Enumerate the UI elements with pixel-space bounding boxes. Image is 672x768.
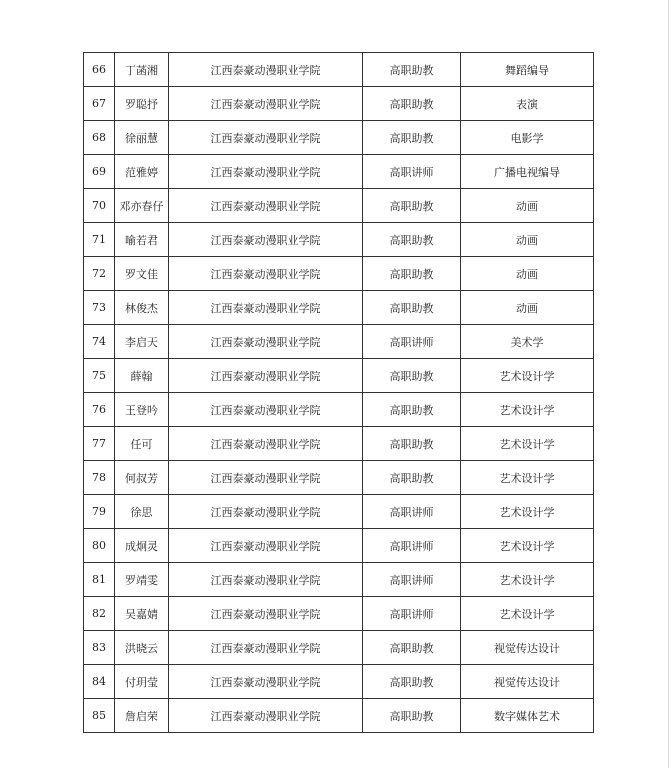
row-number-cell: 76 <box>84 393 115 427</box>
row-number-cell: 84 <box>84 665 115 699</box>
table-row <box>84 223 594 257</box>
table-row <box>84 563 594 597</box>
job-title-cell: 高职讲师 <box>363 597 461 631</box>
table-row <box>84 87 594 121</box>
table-row <box>84 121 594 155</box>
institution-cell: 江西泰豪动漫职业学院 <box>169 257 363 291</box>
job-title-cell: 高职助教 <box>363 699 461 733</box>
person-name-cell: 付玥莹 <box>115 665 169 699</box>
person-name-cell: 徐思 <box>115 495 169 529</box>
job-title-cell: 高职助教 <box>363 631 461 665</box>
institution-cell: 江西泰豪动漫职业学院 <box>169 529 363 563</box>
institution-cell: 江西泰豪动漫职业学院 <box>169 87 363 121</box>
major-cell: 美术学 <box>461 325 594 359</box>
person-name-cell: 成炯灵 <box>115 529 169 563</box>
table-row <box>84 257 594 291</box>
person-name-cell: 何叔芳 <box>115 461 169 495</box>
major-cell: 动画 <box>461 291 594 325</box>
major-cell: 表演 <box>461 87 594 121</box>
institution-cell: 江西泰豪动漫职业学院 <box>169 597 363 631</box>
person-name-cell: 范雅婷 <box>115 155 169 189</box>
person-name-cell: 邓亦春仔 <box>115 189 169 223</box>
row-number-cell: 68 <box>84 121 115 155</box>
row-number-cell: 71 <box>84 223 115 257</box>
major-cell: 广播电视编导 <box>461 155 594 189</box>
person-name-cell: 詹启荣 <box>115 699 169 733</box>
job-title-cell: 高职助教 <box>363 291 461 325</box>
institution-cell: 江西泰豪动漫职业学院 <box>169 359 363 393</box>
job-title-cell: 高职助教 <box>363 393 461 427</box>
institution-cell: 江西泰豪动漫职业学院 <box>169 393 363 427</box>
job-title-cell: 高职助教 <box>363 87 461 121</box>
table-row <box>84 597 594 631</box>
row-number-cell: 78 <box>84 461 115 495</box>
row-number-cell: 80 <box>84 529 115 563</box>
table-row <box>84 325 594 359</box>
institution-cell: 江西泰豪动漫职业学院 <box>169 291 363 325</box>
person-name-cell: 洪晓云 <box>115 631 169 665</box>
row-number-cell: 75 <box>84 359 115 393</box>
major-cell: 艺术设计学 <box>461 461 594 495</box>
table-row <box>84 631 594 665</box>
institution-cell: 江西泰豪动漫职业学院 <box>169 563 363 597</box>
person-name-cell: 薛翰 <box>115 359 169 393</box>
job-title-cell: 高职助教 <box>363 223 461 257</box>
row-number-cell: 83 <box>84 631 115 665</box>
row-number-cell: 69 <box>84 155 115 189</box>
major-cell: 舞蹈编导 <box>461 53 594 87</box>
table-row <box>84 359 594 393</box>
person-name-cell: 徐丽慧 <box>115 121 169 155</box>
major-cell: 视觉传达设计 <box>461 631 594 665</box>
major-cell: 艺术设计学 <box>461 359 594 393</box>
major-cell: 艺术设计学 <box>461 597 594 631</box>
person-name-cell: 罗聪抒 <box>115 87 169 121</box>
major-cell: 艺术设计学 <box>461 495 594 529</box>
institution-cell: 江西泰豪动漫职业学院 <box>169 665 363 699</box>
row-number-cell: 85 <box>84 699 115 733</box>
row-number-cell: 66 <box>84 53 115 87</box>
row-number-cell: 74 <box>84 325 115 359</box>
job-title-cell: 高职讲师 <box>363 155 461 189</box>
person-name-cell: 罗靖雯 <box>115 563 169 597</box>
institution-cell: 江西泰豪动漫职业学院 <box>169 427 363 461</box>
person-name-cell: 林俊杰 <box>115 291 169 325</box>
major-cell: 动画 <box>461 223 594 257</box>
person-name-cell: 王登吟 <box>115 393 169 427</box>
institution-cell: 江西泰豪动漫职业学院 <box>169 325 363 359</box>
institution-cell: 江西泰豪动漫职业学院 <box>169 121 363 155</box>
job-title-cell: 高职助教 <box>363 461 461 495</box>
table-row <box>84 393 594 427</box>
job-title-cell: 高职讲师 <box>363 529 461 563</box>
job-title-cell: 高职讲师 <box>363 563 461 597</box>
institution-cell: 江西泰豪动漫职业学院 <box>169 699 363 733</box>
major-cell: 艺术设计学 <box>461 529 594 563</box>
major-cell: 艺术设计学 <box>461 563 594 597</box>
table-row <box>84 529 594 563</box>
job-title-cell: 高职讲师 <box>363 325 461 359</box>
table-row <box>84 461 594 495</box>
row-number-cell: 67 <box>84 87 115 121</box>
job-title-cell: 高职助教 <box>363 359 461 393</box>
institution-cell: 江西泰豪动漫职业学院 <box>169 155 363 189</box>
table-row <box>84 665 594 699</box>
person-name-cell: 吴嘉婧 <box>115 597 169 631</box>
institution-cell: 江西泰豪动漫职业学院 <box>169 189 363 223</box>
person-name-cell: 李启天 <box>115 325 169 359</box>
table-row <box>84 495 594 529</box>
row-number-cell: 79 <box>84 495 115 529</box>
table-row <box>84 53 594 87</box>
major-cell: 视觉传达设计 <box>461 665 594 699</box>
row-number-cell: 81 <box>84 563 115 597</box>
institution-cell: 江西泰豪动漫职业学院 <box>169 53 363 87</box>
job-title-cell: 高职助教 <box>363 121 461 155</box>
row-number-cell: 72 <box>84 257 115 291</box>
major-cell: 数字媒体艺术 <box>461 699 594 733</box>
job-title-cell: 高职助教 <box>363 427 461 461</box>
job-title-cell: 高职助教 <box>363 53 461 87</box>
person-name-cell: 喻若君 <box>115 223 169 257</box>
institution-cell: 江西泰豪动漫职业学院 <box>169 223 363 257</box>
person-name-cell: 任可 <box>115 427 169 461</box>
table-row <box>84 699 594 733</box>
job-title-cell: 高职助教 <box>363 665 461 699</box>
major-cell: 艺术设计学 <box>461 393 594 427</box>
row-number-cell: 70 <box>84 189 115 223</box>
staff-table-body <box>84 53 594 733</box>
major-cell: 动画 <box>461 257 594 291</box>
row-number-cell: 77 <box>84 427 115 461</box>
page-edge-divider <box>668 0 669 768</box>
job-title-cell: 高职助教 <box>363 257 461 291</box>
job-title-cell: 高职讲师 <box>363 495 461 529</box>
institution-cell: 江西泰豪动漫职业学院 <box>169 461 363 495</box>
row-number-cell: 82 <box>84 597 115 631</box>
table-row <box>84 155 594 189</box>
table-row <box>84 427 594 461</box>
person-name-cell: 罗文佳 <box>115 257 169 291</box>
job-title-cell: 高职助教 <box>363 189 461 223</box>
major-cell: 艺术设计学 <box>461 427 594 461</box>
row-number-cell: 73 <box>84 291 115 325</box>
institution-cell: 江西泰豪动漫职业学院 <box>169 631 363 665</box>
major-cell: 动画 <box>461 189 594 223</box>
person-name-cell: 丁菡湘 <box>115 53 169 87</box>
institution-cell: 江西泰豪动漫职业学院 <box>169 495 363 529</box>
table-row <box>84 291 594 325</box>
staff-table <box>83 52 594 733</box>
major-cell: 电影学 <box>461 121 594 155</box>
table-row <box>84 189 594 223</box>
